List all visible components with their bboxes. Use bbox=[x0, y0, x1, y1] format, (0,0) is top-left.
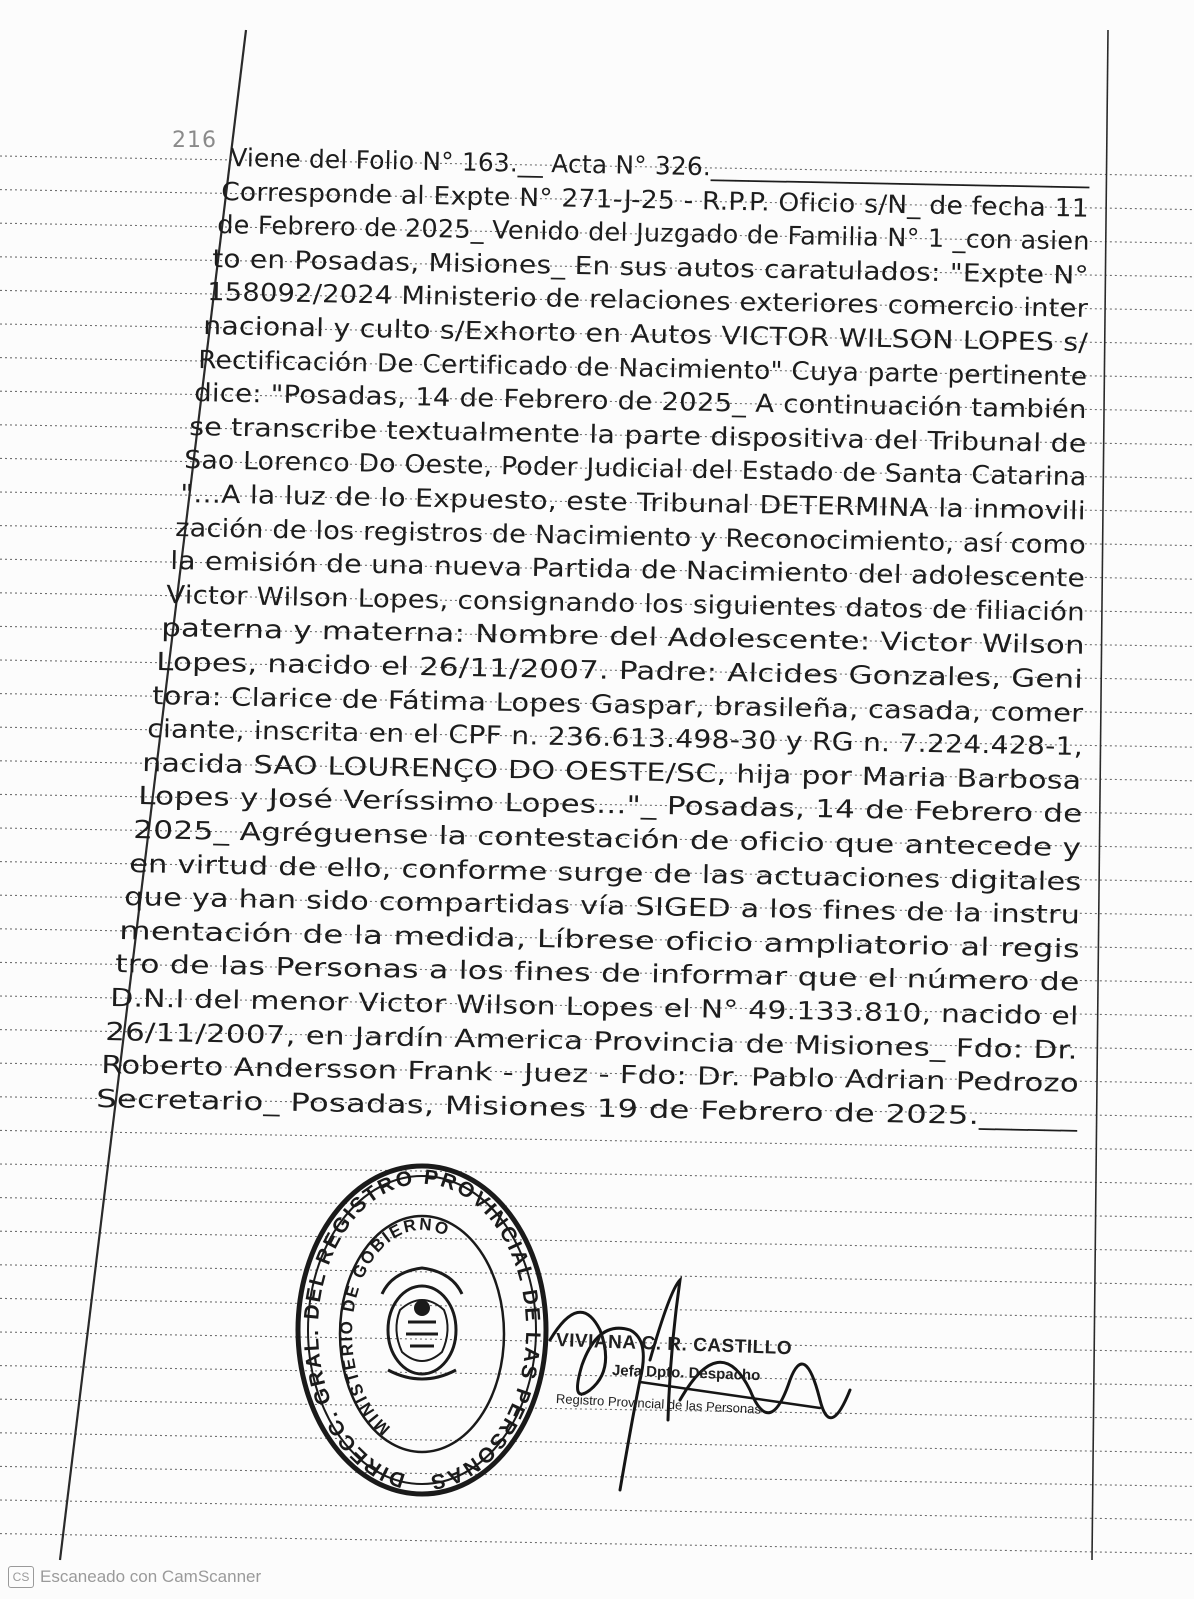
stamp-name: VIVIANA C. R. CASTILLO bbox=[555, 1330, 793, 1360]
text-line-3: de Febrero de 2025_ Venido del Juzgado de Familia N° 1 _con asien bbox=[216, 210, 1090, 256]
text-line-20: Lopes y José Veríssimo Lopes..."_ Posadas, 14 de Febrero de bbox=[137, 781, 1083, 829]
text-line-23: que ya han sido compartidas vía SIGED a los fines de la instru bbox=[123, 882, 1081, 930]
text-line-8: dice: "Posadas, 14 de Febrero de 2025_ A continuación también bbox=[193, 378, 1087, 425]
text-line-16: Lopes, nacido el 26/11/2007. Padre: Alcides Gonzales, Geni bbox=[156, 647, 1084, 694]
text-line-15: paterna y materna: Nombre del Adolescente: Victor Wilson bbox=[160, 613, 1086, 661]
text-line-5: 158092/2024 Ministerio de relaciones exteriores comercio inter bbox=[207, 277, 1089, 324]
text-line-22: en virtud de ello, conforme surge de las actuaciones digitales bbox=[128, 848, 1082, 896]
text-line-17: tora: Clarice de Fátima Lopes Gaspar, brasileña, casada, comer bbox=[151, 680, 1084, 728]
scanner-watermark bbox=[8, 1566, 261, 1588]
folio-number: 216 bbox=[172, 128, 217, 153]
text-line-7: Rectificación De Certificado de Nacimiento" Cuya parte pertinente bbox=[198, 344, 1088, 391]
text-line-2: Corresponde al Expte N° 271-J-25 - R.P.P. Oficio s/N_ de fecha 11 bbox=[221, 176, 1090, 223]
text-line-29: Secretario_ Posadas, Misiones 19 de Febrero de 2025.______ bbox=[95, 1083, 1078, 1132]
text-line-27: 26/11/2007, en Jardín America Provincia de Misiones_ Fdo: Dr. bbox=[105, 1016, 1079, 1065]
text-line-10: Sao Lorenco Do Oeste, Poder Judicial del Estado de Santa Catarina bbox=[184, 445, 1087, 492]
text-line-19: nacida SAO LOURENÇO DO OESTE/SC, hija por Maria Barbosa bbox=[142, 747, 1083, 795]
official-seal bbox=[292, 1158, 552, 1498]
text-line-14: Victor Wilson Lopes, consignando los siguientes datos de filiación bbox=[165, 579, 1085, 627]
text-line-26: D.N.I del menor Victor Wilson Lopes el N° 49.133.810, nacido el bbox=[109, 983, 1079, 1031]
name-stamp bbox=[555, 1330, 866, 1417]
stamp-office: Registro Provincial de las Personas bbox=[555, 1391, 762, 1417]
seal-outer-text: DIRECC. GRAL. DEL REGISTRO PROVINCIAL DE LAS PERSONAS bbox=[300, 1165, 545, 1494]
text-line-12: zación de los registros de Nacimiento y Reconocimiento, así como bbox=[174, 512, 1087, 560]
text-line-6: nacional y culto s/Exhorto en Autos VICTOR WILSON LOPES s/ bbox=[202, 311, 1089, 357]
svg-text:MINISTERIO DE GOBIERNO bbox=[337, 1215, 453, 1439]
text-line-21: 2025_ Agréguense la contestación de oficio que antecede y bbox=[133, 815, 1082, 863]
text-line-9: se transcribe textualmente la parte dispositiva del Tribunal de bbox=[188, 411, 1087, 459]
text-line-25: tro de las Personas a los fines de informar que el número de bbox=[114, 949, 1080, 997]
text-line-28: Roberto Andersson Frank - Juez - Fdo: Dr. Pablo Adrian Pedrozo bbox=[100, 1050, 1079, 1098]
coat-of-arms-icon bbox=[382, 1268, 462, 1379]
text-line-11: "...A la luz de lo Expuesto, este Tribunal DETERMINA la inmovili bbox=[179, 479, 1086, 526]
text-line-18: ciante, inscrita en el CPF n. 236.613.498-30 y RG n. 7.224.428-1, bbox=[147, 714, 1084, 762]
text-line-1: Viene del Folio N° 163.__ Acta N° 326.______________________________ bbox=[229, 143, 1090, 189]
text-line-4: to en Posadas, Misiones_ En sus autos caratulados: "Expte N° bbox=[212, 243, 1090, 290]
scanner-label: Escaneado con CamScanner bbox=[40, 1567, 262, 1586]
camscanner-icon: CS bbox=[8, 1566, 34, 1588]
seal-inner-text: MINISTERIO DE GOBIERNO bbox=[336, 1214, 454, 1439]
stamp-role: Jefa Dpto. Despacho bbox=[611, 1362, 761, 1385]
text-line-13: la emisión de una nueva Partida de Nacimiento del adolescente bbox=[170, 546, 1086, 593]
text-line-24: mentación de la medida, Líbrese oficio ampliatorio al regis bbox=[119, 915, 1081, 964]
